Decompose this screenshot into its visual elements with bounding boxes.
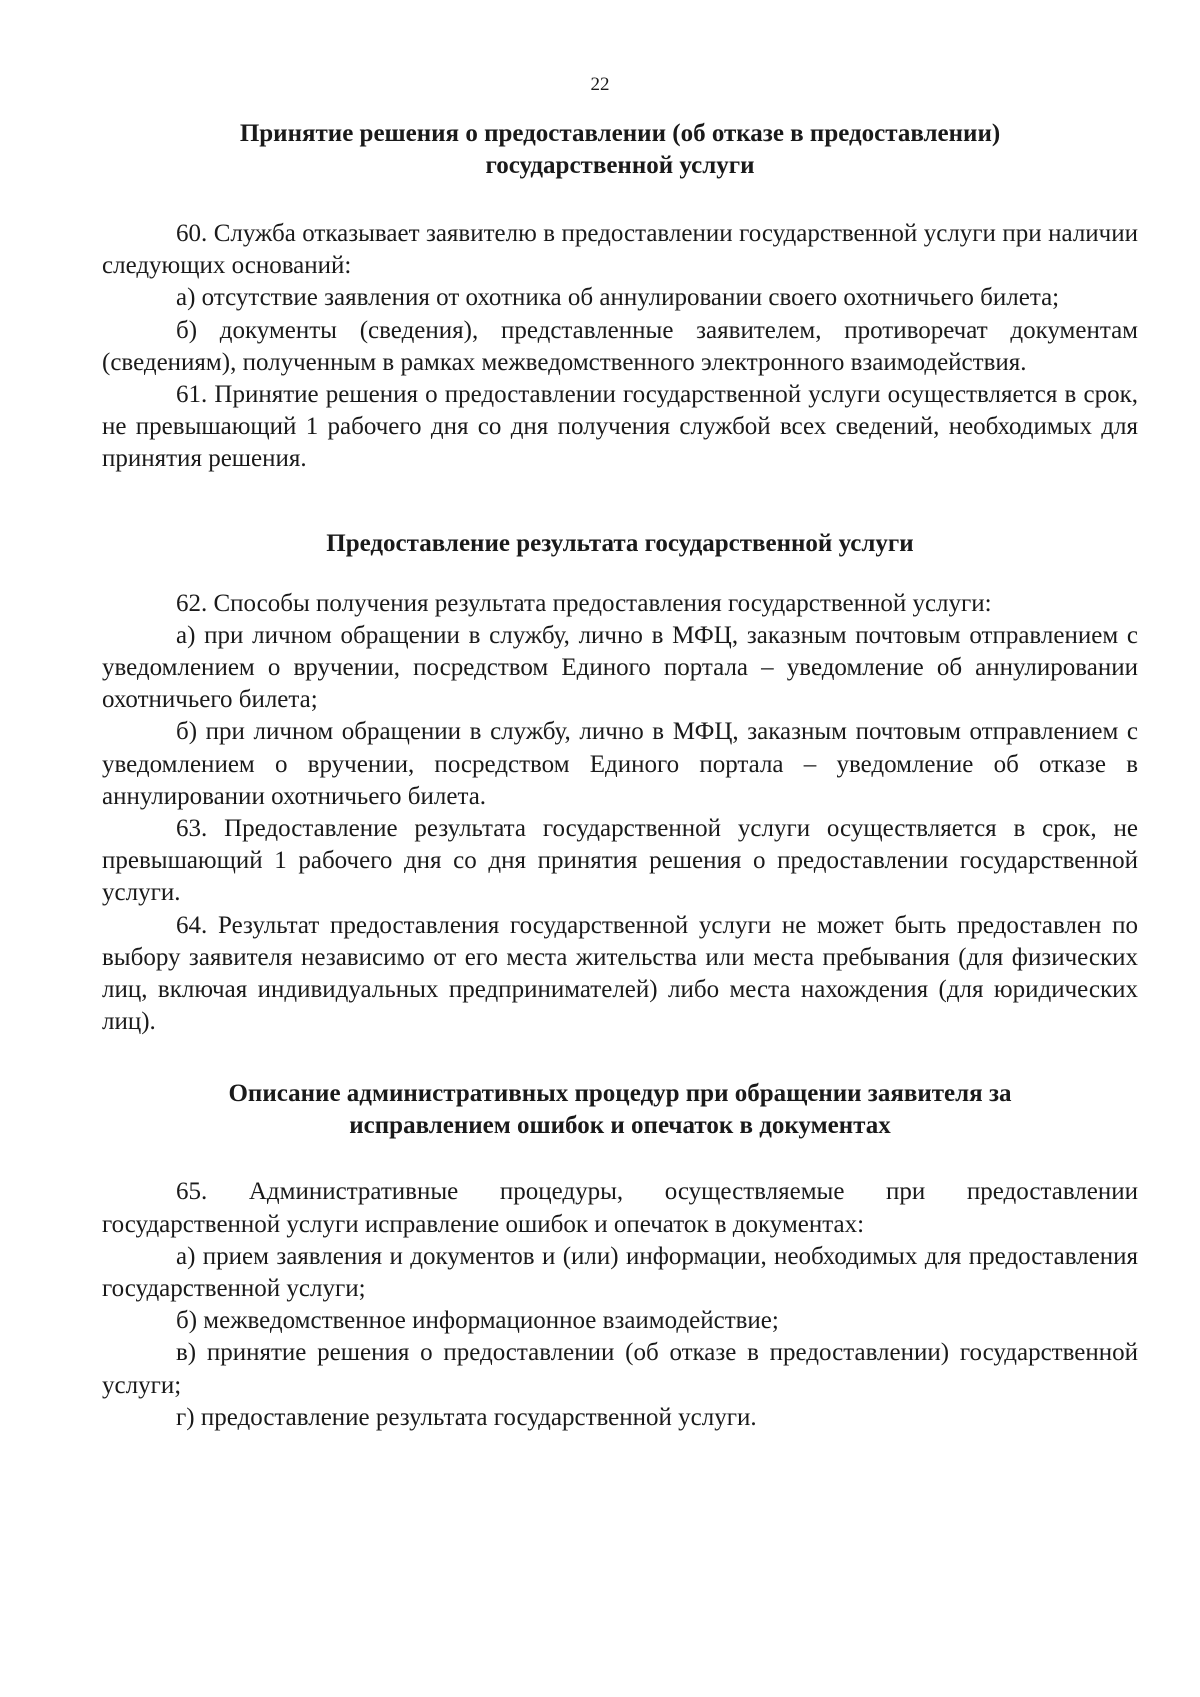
paragraph-60-a: а) отсутствие заявления от охотника об аннулировании своего охотничьего билета; (176, 284, 1060, 312)
page-number: 22 (590, 74, 610, 95)
heading-line: Предоставление результата государственной услуги (326, 529, 914, 557)
paragraph-65-v: в) принятие решения о предоставлении (об отказе в предоставлении) государственной услуги; (102, 1339, 1138, 1399)
section-heading-decision (102, 118, 1138, 182)
heading-line: государственной услуги (485, 152, 755, 179)
paragraph-60-b: б) документы (сведения), представленные заявителем, противоречат документам (сведениям), полученным в рамках межведомственного электронного взаимодействия. (102, 316, 1138, 376)
paragraph-65-a: а) прием заявления и документов и (или) информации, необходимых для предоставления государственной услуги; (102, 1242, 1138, 1303)
paragraph-65: 65. Административные процедуры, осуществляемые при предоставлении государственной услуги исправление ошибок и опечаток в документах: (102, 1178, 1138, 1238)
paragraph-62: 62. Способы получения результата предоставления государственной услуги: (176, 589, 992, 617)
document-body (102, 118, 1138, 1434)
heading-line: исправлением ошибок и опечаток в документах (349, 1112, 891, 1140)
paragraph-64: 64. Результат предоставления государственной услуги не может быть предоставлен по выбору заявителя независимо от его места жительства или места пребывания (для физических лиц, включая индивидуальных предпринимателей) либо места нахождения (для юридических лиц). (102, 911, 1138, 1036)
paragraph-65-g: г) предоставление результата государственной услуги. (176, 1403, 757, 1431)
paragraph-61: 61. Принятие решения о предоставлении государственной услуги осуществляется в срок, не превышающий 1 рабочего дня со дня получения службой всех сведений, необходимых для принятия решения. (102, 381, 1138, 473)
paragraph-65-b: б) межведомственное информационное взаимодействие; (176, 1307, 779, 1335)
paragraph-60: 60. Служба отказывает заявителю в предоставлении государственной услуги при наличии следующих оснований: (102, 220, 1138, 280)
section-heading-result (102, 528, 1138, 560)
heading-line: Описание административных процедур при обращении заявителя за (228, 1080, 1012, 1108)
paragraph-62-b: б) при личном обращении в службу, лично в МФЦ, заказным почтовым отправлением с уведомлением о вручении, посредством Единого портала – уведомление об отказе в аннулировании охотничьего билета. (102, 718, 1138, 810)
section-heading-corrections (102, 1078, 1138, 1142)
heading-line: Принятие решения о предоставлении (об отказе в предоставлении) (239, 120, 1001, 147)
paragraph-62-a: а) при личном обращении в службу, лично в МФЦ, заказным почтовым отправлением с уведомлением о вручении, посредством Единого портала – уведомление об аннулировании охотничьего билета; (102, 621, 1138, 714)
paragraph-63: 63. Предоставление результата государственной услуги осуществляется в срок, не превышающий 1 рабочего дня со дня принятия решения о предоставлении государственной услуги. (102, 815, 1138, 907)
